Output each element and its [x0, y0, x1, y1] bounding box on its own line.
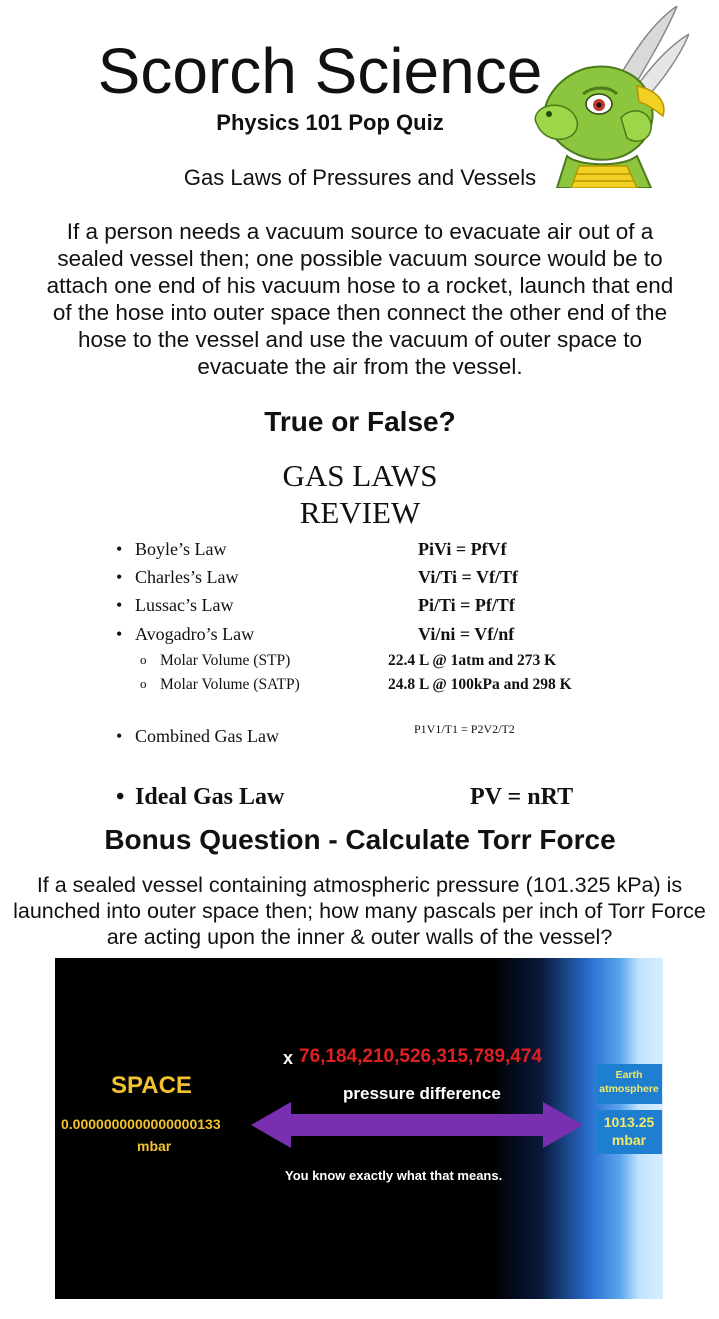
law-name: Ideal Gas Law [135, 784, 285, 810]
law-name: Boyle’s Law [135, 539, 227, 559]
bullet: • [116, 539, 123, 559]
sub-item-value: 22.4 L @ 1atm and 273 K [388, 652, 557, 669]
earth-label-line1: Earth [615, 1069, 643, 1081]
sub-bullet: o [140, 652, 147, 667]
bullet: • [116, 784, 125, 810]
bullet: • [116, 726, 123, 746]
law-formula: Vi/Ti = Vf/Tf [418, 567, 518, 587]
bonus-title: Bonus Question - Calculate Torr Force [104, 824, 616, 855]
bullet: • [116, 624, 123, 644]
law-formula: PV = nRT [470, 784, 574, 810]
law-row-charles [0, 567, 719, 591]
law-formula: Vi/ni = Vf/nf [418, 624, 515, 644]
law-formula: PiVi = PfVf [418, 539, 507, 559]
dragon-mascot-icon [527, 6, 689, 188]
true-false-prompt: True or False? [264, 406, 456, 437]
bullet: • [116, 567, 123, 587]
sub-item-name: Molar Volume (STP) [160, 652, 291, 669]
law-row-ideal [0, 784, 719, 814]
sub-bullet: o [140, 676, 147, 691]
space-label: SPACE [111, 1072, 192, 1099]
bonus-question: If a sealed vessel containing atmospheric pressure (101.325 kPa) is launched into outer space then; how many pascals per inch of Torr Force are acting upon the inner & outer walls of the vessel? [13, 873, 706, 949]
quiz-subtitle: Physics 101 Pop Quiz [216, 110, 444, 135]
quiz-question: If a person needs a vacuum source to evacuate air out of a sealed vessel then; one possible vacuum source would be to attach one end of his vacuum hose to a rocket, launch that end of the hose into outer space then connect the other end of the hose to the vessel and use the vacuum of outer space to evacuate the air from the vessel. [46, 219, 674, 379]
earth-label-line2: atmosphere [599, 1083, 659, 1095]
molar-volume-stp [0, 652, 719, 674]
multiplier-prefix: x [283, 1048, 294, 1068]
law-name: Charles’s Law [135, 567, 239, 587]
sub-item-name: Molar Volume (SATP) [160, 676, 300, 693]
difference-label: pressure difference [343, 1084, 501, 1103]
law-name: Avogadro’s Law [135, 624, 255, 644]
law-row-boyle [0, 539, 719, 563]
earth-value-box [596, 1110, 662, 1154]
sub-item-value: 24.8 L @ 100kPa and 298 K [388, 676, 572, 693]
law-row-combined [0, 722, 719, 750]
space-pressure-value: 0.0000000000000000133 [61, 1116, 221, 1132]
law-row-avogadro [0, 624, 719, 648]
law-name: Lussac’s Law [135, 595, 234, 615]
brand-title: Scorch Science [97, 35, 543, 107]
molar-volume-satp [0, 676, 719, 698]
law-row-lussac [0, 595, 719, 619]
image-caption: You know exactly what that means. [285, 1168, 503, 1183]
review-title-line2: REVIEW [299, 495, 421, 530]
review-title-line1: GAS LAWS [282, 458, 438, 493]
law-name: Combined Gas Law [135, 726, 279, 746]
combined-law-formula: P1V1/T1 = P2V2/T2 [414, 722, 515, 736]
earth-label-box [596, 1064, 662, 1104]
earth-pressure-value: 1013.25 [603, 1114, 655, 1130]
multiplier-value: 76,184,210,526,315,789,474 [299, 1046, 543, 1067]
double-arrow-icon [251, 1100, 583, 1150]
space-pressure-image [55, 958, 663, 1299]
law-formula: Pi/Ti = Pf/Tf [418, 595, 515, 615]
topic-heading: Gas Laws of Pressures and Vessels [183, 165, 537, 190]
space-pressure-unit: mbar [137, 1138, 172, 1154]
bullet: • [116, 595, 123, 615]
review-title [160, 457, 560, 531]
earth-pressure-unit: mbar [611, 1132, 647, 1148]
